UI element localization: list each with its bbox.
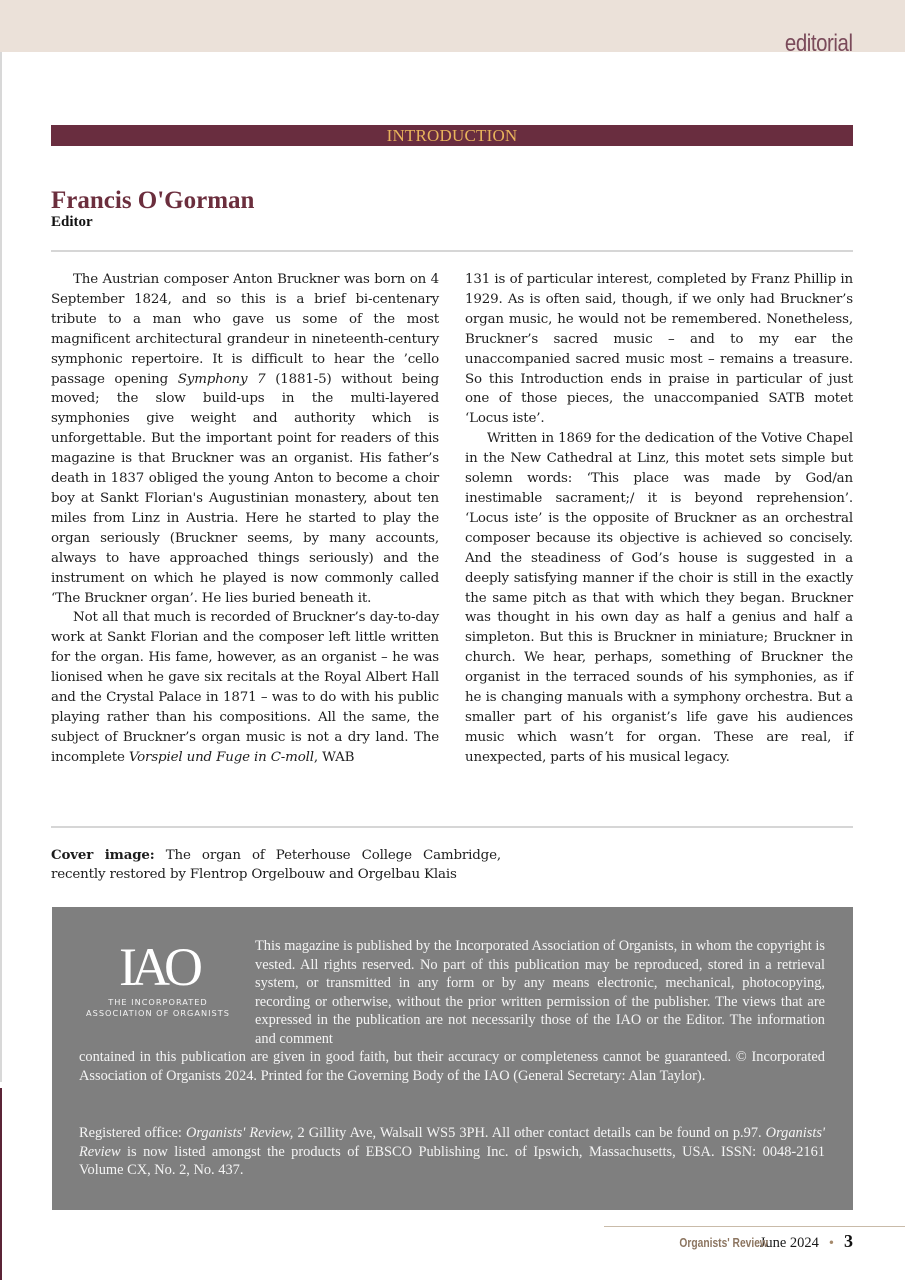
banner-title: INTRODUCTION xyxy=(386,126,518,145)
issue-date: June 2024 xyxy=(759,1235,819,1251)
page-number: 3 xyxy=(844,1231,853,1251)
paragraph: The Austrian composer Anton Bruckner was born on 4 September 1824, and so this is a brief bi-centenary tribute to a man who gave us some of the most magnificent architectural grandeur in nineteenth-century symphonic repertoire. It is difficult to hear the ’cello passage opening Symphony 7 (1881-5) without being moved; the slow build-ups in the multi-layered symphonies give weight and authority which is unforgettable. But the important point for readers of this magazine is that Bruckner was an organist. His father’s death in 1837 obliged the young Anton to become a choir boy at Sankt Florian's Augustinian monastery, about ten miles from Linz in Austria. Here he started to play the organ seriously (Bruckner seems, by many accounts, always to have approached things seriously) and the instrument on which he played is now commonly called ‘The Bruckner organ’. He lies buried beneath it. xyxy=(51,272,439,606)
publisher-info-box xyxy=(52,907,853,1210)
caption-label: Cover image: xyxy=(51,847,155,863)
registered-office: Registered office: Organists' Review, 2 Gillity Ave, Walsall WS5 3PH. All other contact details can be found on p.97. Organists' Review is now listed amongst the products of EBSCO Publishing Inc. of Ipswich, Massachusetts, USA. ISSN: 0048-2161 Volume CX, No. 2, No. 437. xyxy=(79,1125,825,1178)
divider-bottom xyxy=(51,826,853,828)
paragraph: 131 is of particular interest, completed by Franz Phillip in 1929. As is often said, though, if we only had Bruckner’s organ music, he would not be remembered. Nonetheless, Bruckner’s sacred music – and to my ear the unaccompanied sacred music most – remains a treasure. So this Introduction ends in praise in particular of just one of those pieces, the unaccompanied SATB motet ‘Locus iste’. xyxy=(465,272,853,427)
iao-logo-mark: IAO xyxy=(119,937,197,997)
article-column-left xyxy=(51,270,439,768)
copyright-notice: This magazine is published by the Incorporated Association of Organists, in whom the copyright is vested. All rights reserved. No part of this publication may be reproduced, stored in a retrieval system, or transmitted in any form or by any means electronic, mechanical, photocopying, recording or otherwise, without the prior written permission of the publisher. The views that are expressed in the publication are not necessarily those of the IAO or the Editor. The information and comment xyxy=(255,938,825,1047)
page-edge-accent xyxy=(0,1088,2,1280)
folio xyxy=(660,1231,853,1251)
author-role: Editor xyxy=(51,214,93,230)
cover-caption xyxy=(51,846,501,884)
section-banner xyxy=(51,125,853,146)
section-label: editorial xyxy=(785,30,853,57)
author-name: Francis O'Gorman xyxy=(51,187,255,214)
divider-top xyxy=(51,250,853,252)
work-title: Symphony 7 xyxy=(177,371,266,387)
page-edge-rule xyxy=(0,52,2,1082)
header-band xyxy=(0,0,905,52)
magazine-name: Organists' Review xyxy=(679,1236,768,1250)
paragraph: Not all that much is recorded of Bruckner’s day-to-day work at Sankt Florian and the composer left little written for the organ. His fame, however, as an organist – he was lionised when he gave six recitals at the Royal Albert Hall and the Crystal Palace in 1871 – was to do with his public playing rather than his compositions. All the same, the subject of Bruckner’s organ music is not a dry land. The incomplete Vorspiel und Fuge in C-moll, WAB xyxy=(51,610,439,765)
work-title: Vorspiel und Fuge in C-moll xyxy=(128,749,314,765)
bullet-separator-icon: • xyxy=(827,1236,835,1250)
footer-rule xyxy=(604,1226,905,1227)
iao-logo xyxy=(74,937,242,1037)
logo-line-2: ASSOCIATION OF ORGANISTS xyxy=(86,1008,230,1018)
logo-line-1: THE INCORPORATED xyxy=(108,997,208,1007)
copyright-notice-continued: contained in this publication are given in good faith, but their accuracy or completeness cannot be guaranteed. © Incorporated Association of Organists 2024. Printed for the Governing Body of the IAO (General Secretary: Alan Taylor). xyxy=(79,1049,825,1084)
caption-text: The organ of Peterhouse College Cambridge, recently restored by Flentrop Orgelbouw and Orgelbau Klais xyxy=(51,848,501,882)
paragraph: Written in 1869 for the dedication of the Votive Chapel in the New Cathedral at Linz, this motet sets simple but solemn words: ‘This place was made by God/an inestimable sacrament;/ it is beyond reprehension’. ‘Locus iste’ is the opposite of Bruckner as an orchestral composer because its objective is achieved so concisely. And the steadiness of God’s house is suggested in a deeply satisfying manner if the choir is still in the exactly the same pitch as that with which they began. Bruckner was thought in his own day as half a genius and half a simpleton. But this is Bruckner in miniature; Bruckner in church. We hear, perhaps, something of Bruckner the organist in the terraced sounds of his symphonies, as if he is changing manuals with a symphony orchestra. But a smaller part of his organist’s life gave his audiences music which wasn’t for organ. These are real, if unexpected, parts of his musical legacy. xyxy=(465,431,853,765)
article-column-right xyxy=(465,270,853,768)
